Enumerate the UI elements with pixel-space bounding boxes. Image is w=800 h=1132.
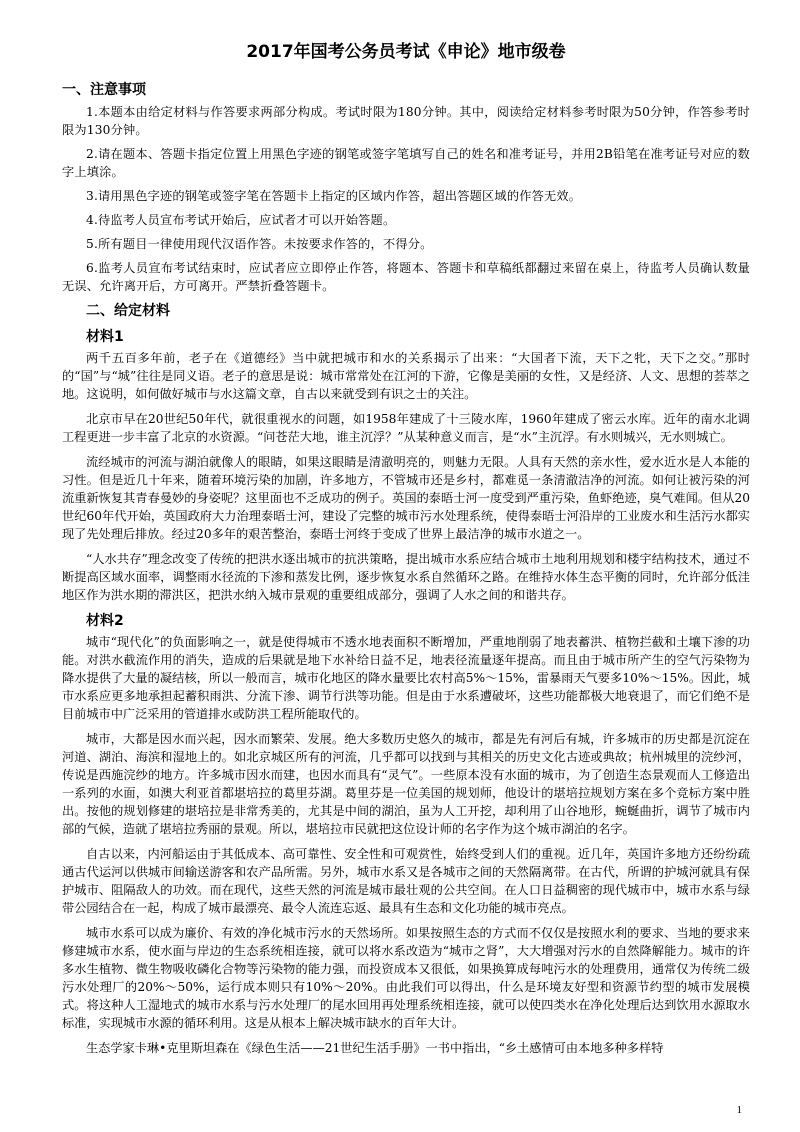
notes-heading: 一、注意事项 xyxy=(62,82,146,98)
notes-list xyxy=(62,103,750,295)
material-1-paragraph: 北京市早在20世纪50年代，就很重视水的问题，如1958年建成了十三陵水库，1960年建成了密云水库。近年的南水北调工程更进一步丰富了北京的水资源。“问苍茫大地，谁主沉浮？”从某种意义而言，是“水”主沉浮。有水则城兴，无水则城亡。 xyxy=(62,412,750,444)
note-item: 4.待监考人员宣布考试开始后，应试者才可以开始答题。 xyxy=(86,213,396,227)
material-1-paragraph: 流经城市的河流与湖泊就像人的眼睛，如果这眼睛是清澈明亮的，则魅力无限。人具有天然的亲水性，爱水近水是人本能的习性。但是近几十年来，随着环境污染的加剧，许多地方，不管城市还是乡村，都难觅一条清澈洁净的河流。如何让被污染的河流重新恢复其青春曼妙的身姿呢？这里面也不乏成功的例子。英国的泰晤士河一度受到严重污染，鱼虾绝迹，臭气难闻。但从20世纪60年代开始，英国政府大力治理泰晤士河，建设了完整的城市污水处理系统，使得泰晤士河沿岸的工业废水和生活污水都实现了先处理后排放。经过20多年的艰苦整治，泰晤士河终于变成了世界上最洁净的城市水道之一。 xyxy=(62,455,750,541)
material-2-heading: 材料2 xyxy=(86,613,124,629)
material-2-paragraph: 城市，大都是因水而兴起，因水而繁荣、发展。绝大多数历史悠久的城市，都是先有河后有城，许多城市的历史都是沉淀在河道、湖泊、海滨和湿地上的。如北京城区所有的河流，几乎都可以找到与其相关的历史文化古迹或典故；杭州城里的浣纱河，传说是西施浣纱的地方。许多城市因水而建，也因水而具有“灵气”。一些原本没有水面的城市，为了创造生态景观而人工修造出一系列的水面，如澳大利亚首都堪培拉的葛里芬湖。葛里芬是一位美国的规划师，他设计的堪培拉规划方案在多个竞标方案中胜出。按他的规划修建的堪培拉是非常秀美的，尤其是中间的湖泊，虽为人工开挖，却利用了山谷地形，蜿蜒曲折，调节了城市内部的气候，造就了堪培拉秀丽的景观。所以，堪培拉市民就把这位设计师的名字作为这个城市湖泊的名字。 xyxy=(62,732,750,836)
material-2-paragraph: 自古以来，内河船运由于其低成本、高可靠性、安全性和可观赏性，始终受到人们的重视。近几年，英国许多地方还纷纷疏通古代运河以供城市间输送游客和农产品所需。另外，城市水系又是各城市之间的天然隔离带。在古代，所谓的护城河就具有保护城市、阻隔敌人的功效。而在现代，这些天然的河流是城市最壮观的公共空间。在人口日益稠密的现代城市中，城市水系与绿带公园结合在一起，构成了城市最漂亮、最令人流连忘返、最具有生态和文化功能的城市亮点。 xyxy=(62,847,750,915)
material-1-paragraph: “人水共存”理念改变了传统的把洪水逐出城市的抗洪策略，提出城市水系应结合城市土地利用规划和楼宇结构技术，通过不断提高区域水面率，调整雨水径流的下渗和蒸发比例，逐步恢复水系自然循环之路。在维持水体生态平衡的同时，允许部分低洼地区作为洪水期的滞洪区，把洪水纳入城市景观的重要组成部分，强调了人水之间的和谐共存。 xyxy=(62,552,750,602)
note-item: 5.所有题目一律使用现代汉语作答。未按要求作答的，不得分。 xyxy=(86,237,433,251)
document-title: 2017年国考公务员考试《申论》地市级卷 xyxy=(246,42,566,62)
note-item: 1.本题本由给定材料与作答要求两部分构成。考试时限为180分钟。其中，阅读给定材料参考时限为50分钟，作答参考时限为130分钟。 xyxy=(62,105,750,137)
material-1-paragraph: 两千五百多年前，老子在《道德经》当中就把城市和水的关系揭示了出来：“大国者下流，天下之牝，天下之交。”那时的“国”与“城”往往是同义语。老子的意思是说：城市常常处在江河的下游，它像是美丽的女性，又是经济、人文、思想的荟萃之地。这说明，如何做好城市与水这篇文章，自古以来就受到有识之士的关注。 xyxy=(62,351,750,401)
material-2-paragraph: 城市水系可以成为廉价、有效的净化城市污水的天然场所。如果按照生态的方式而不仅仅是按照水利的要求、当地的要求来修建城市水系，使水面与岸边的生态系统相连接，就可以将水系改造为“城市之肾”，大大增强对污水的自然降解能力。城市的许多水生植物、微生物吸收磷化合物等污染物的能力强，而投资成本又很低，如果换算成每吨污水的处理费用，通常仅为传统二级污水处理厂的20%～50%，运行成本则只有10%～20%。由此我们可以得出，什么是环境友好型和资源节约型的城市发展模式。将这种人工湿地式的城市水系与污水处理厂的尾水回用再处理系统相连接，就可以使四类水在净化处理后达到饮用水源取水标准，实现城市水源的循环利用。这是从根本上解决城市缺水的百年大计。 xyxy=(62,926,750,1030)
document-page xyxy=(62,40,750,1064)
material-2-paragraph: 城市“现代化”的负面影响之一，就是使得城市不透水地表面积不断增加，严重地削弱了地表蓄洪、植物拦截和土壤下渗的功能。对洪水截流作用的消失，造成的后果就是地下水补给日益不足，地表径流量逐年提高。而且由于城市所产生的空气污染物为降水提供了大量的凝结核，所以一般而言，城市化地区的降水量要比农村高5%～15%，雷暴雨天气要多10%～15%。因此，城市水系应更多地承担起蓄积雨洪、分流下渗、调节行洪等功能。但是由于水系遭破坏，这些功能都极大地衰退了，而它们绝不是目前城市中广泛采用的管道排水或防洪工程所能取代的。 xyxy=(62,635,750,721)
material-1-heading: 材料1 xyxy=(86,329,124,345)
page-number: 1 xyxy=(736,1104,742,1116)
material-2-paragraph: 生态学家卡琳•克里斯坦森在《绿色生活——21世纪生活手册》一书中指出，“乡土感情可由本地多种多样特 xyxy=(86,1041,664,1055)
note-item: 2.请在题本、答题卡指定位置上用黑色字迹的钢笔或签字笔填写自己的姓名和准考证号，并用2B铅笔在准考证号对应的数字上填涂。 xyxy=(62,147,750,179)
materials-heading: 二、给定材料 xyxy=(86,303,170,319)
note-item: 3.请用黑色字迹的钢笔或签字笔在答题卡上指定的区域内作答，超出答题区域的作答无效。 xyxy=(86,189,582,203)
note-item: 6.监考人员宣布考试结束时，应试者应立即停止作答，将题本、答题卡和草稿纸都翻过来留在桌上，待监考人员确认数量无误、允许离开后，方可离开。严禁折叠答题卡。 xyxy=(62,261,750,293)
